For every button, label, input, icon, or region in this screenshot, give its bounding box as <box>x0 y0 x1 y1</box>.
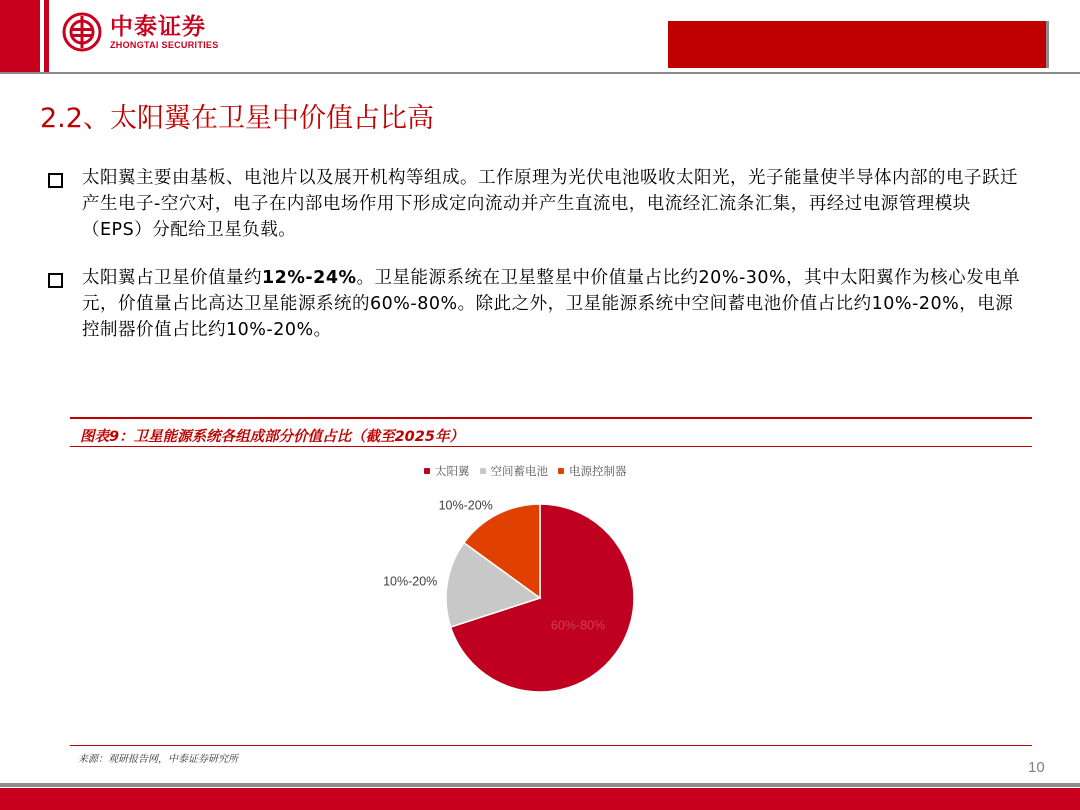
footer-grey-rule <box>0 783 1080 787</box>
header-bar-edge <box>1046 21 1049 68</box>
logo-english-name: ZHONGTAI SECURITIES <box>110 39 219 50</box>
bullet-1 <box>48 165 1028 243</box>
pie-data-label: 10%-20% <box>438 498 493 513</box>
legend-item <box>480 463 549 479</box>
pie-chart <box>340 490 680 720</box>
figure-source: 来源：观研报告网，中泰证券研究所 <box>78 754 238 765</box>
figure-bottom-rule <box>70 745 1032 746</box>
bullet-1-text: 太阳翼主要由基板、电池片以及展开机构等组成。工作原理为光伏电池吸收太阳光，光子能量使半导体内部的电子跃迁产生电子-空穴对，电子在内部电场作用下形成定向流动并产生直流电，电流经汇流条汇集，再经过电源管理模块（EPS）分配给卫星负载。 <box>82 168 1018 240</box>
header-left-stripe-thin <box>44 0 49 73</box>
footer-red-bar <box>0 788 1080 810</box>
bullet-2-rest: 。卫星能源系统在卫星整星中价值量占比约20%-30%，其中太阳翼作为核心发电单元，价值量占比高达卫星能源系统的60%-80%。除此之外，卫星能源系统中空间蓄电池价值占比约10%-20%，电源控制器价值占比约10%-20%。 <box>82 268 1021 340</box>
square-bullet-icon <box>48 273 63 288</box>
header-red-bar <box>668 21 1046 68</box>
chart-legend <box>424 463 637 479</box>
bullet-2-highlight: 12%-24% <box>262 268 357 288</box>
legend-swatch <box>424 468 430 474</box>
figure-title: 图表9：卫星能源系统各组成部分价值占比（截至2025年） <box>80 429 464 445</box>
page-title: 2.2、太阳翼在卫星中价值占比高 <box>40 103 434 134</box>
zhongtai-logo-icon <box>62 12 102 52</box>
square-bullet-icon <box>48 173 63 188</box>
pie-data-label: 10%-20% <box>383 574 438 589</box>
legend-item <box>424 463 470 479</box>
legend-item <box>558 463 627 479</box>
page-number: 10 <box>1028 759 1045 776</box>
figure-top-rule <box>70 417 1032 419</box>
pie-data-label: 60%-80% <box>550 618 606 633</box>
bullet-2 <box>48 265 1028 343</box>
legend-swatch <box>558 468 564 474</box>
header-left-stripe <box>0 0 40 73</box>
figure-title-rule <box>70 446 1032 447</box>
header-divider <box>0 72 1080 74</box>
legend-label: 太阳翼 <box>435 464 470 478</box>
logo-chinese-name: 中泰证券 <box>110 13 206 40</box>
bullet-2-lead: 太阳翼占卫星价值量约 <box>82 268 262 288</box>
company-logo <box>62 12 219 52</box>
legend-label: 电源控制器 <box>569 464 627 478</box>
bullet-2-text <box>82 265 1028 343</box>
legend-swatch <box>480 468 486 474</box>
legend-label: 空间蓄电池 <box>490 464 548 478</box>
